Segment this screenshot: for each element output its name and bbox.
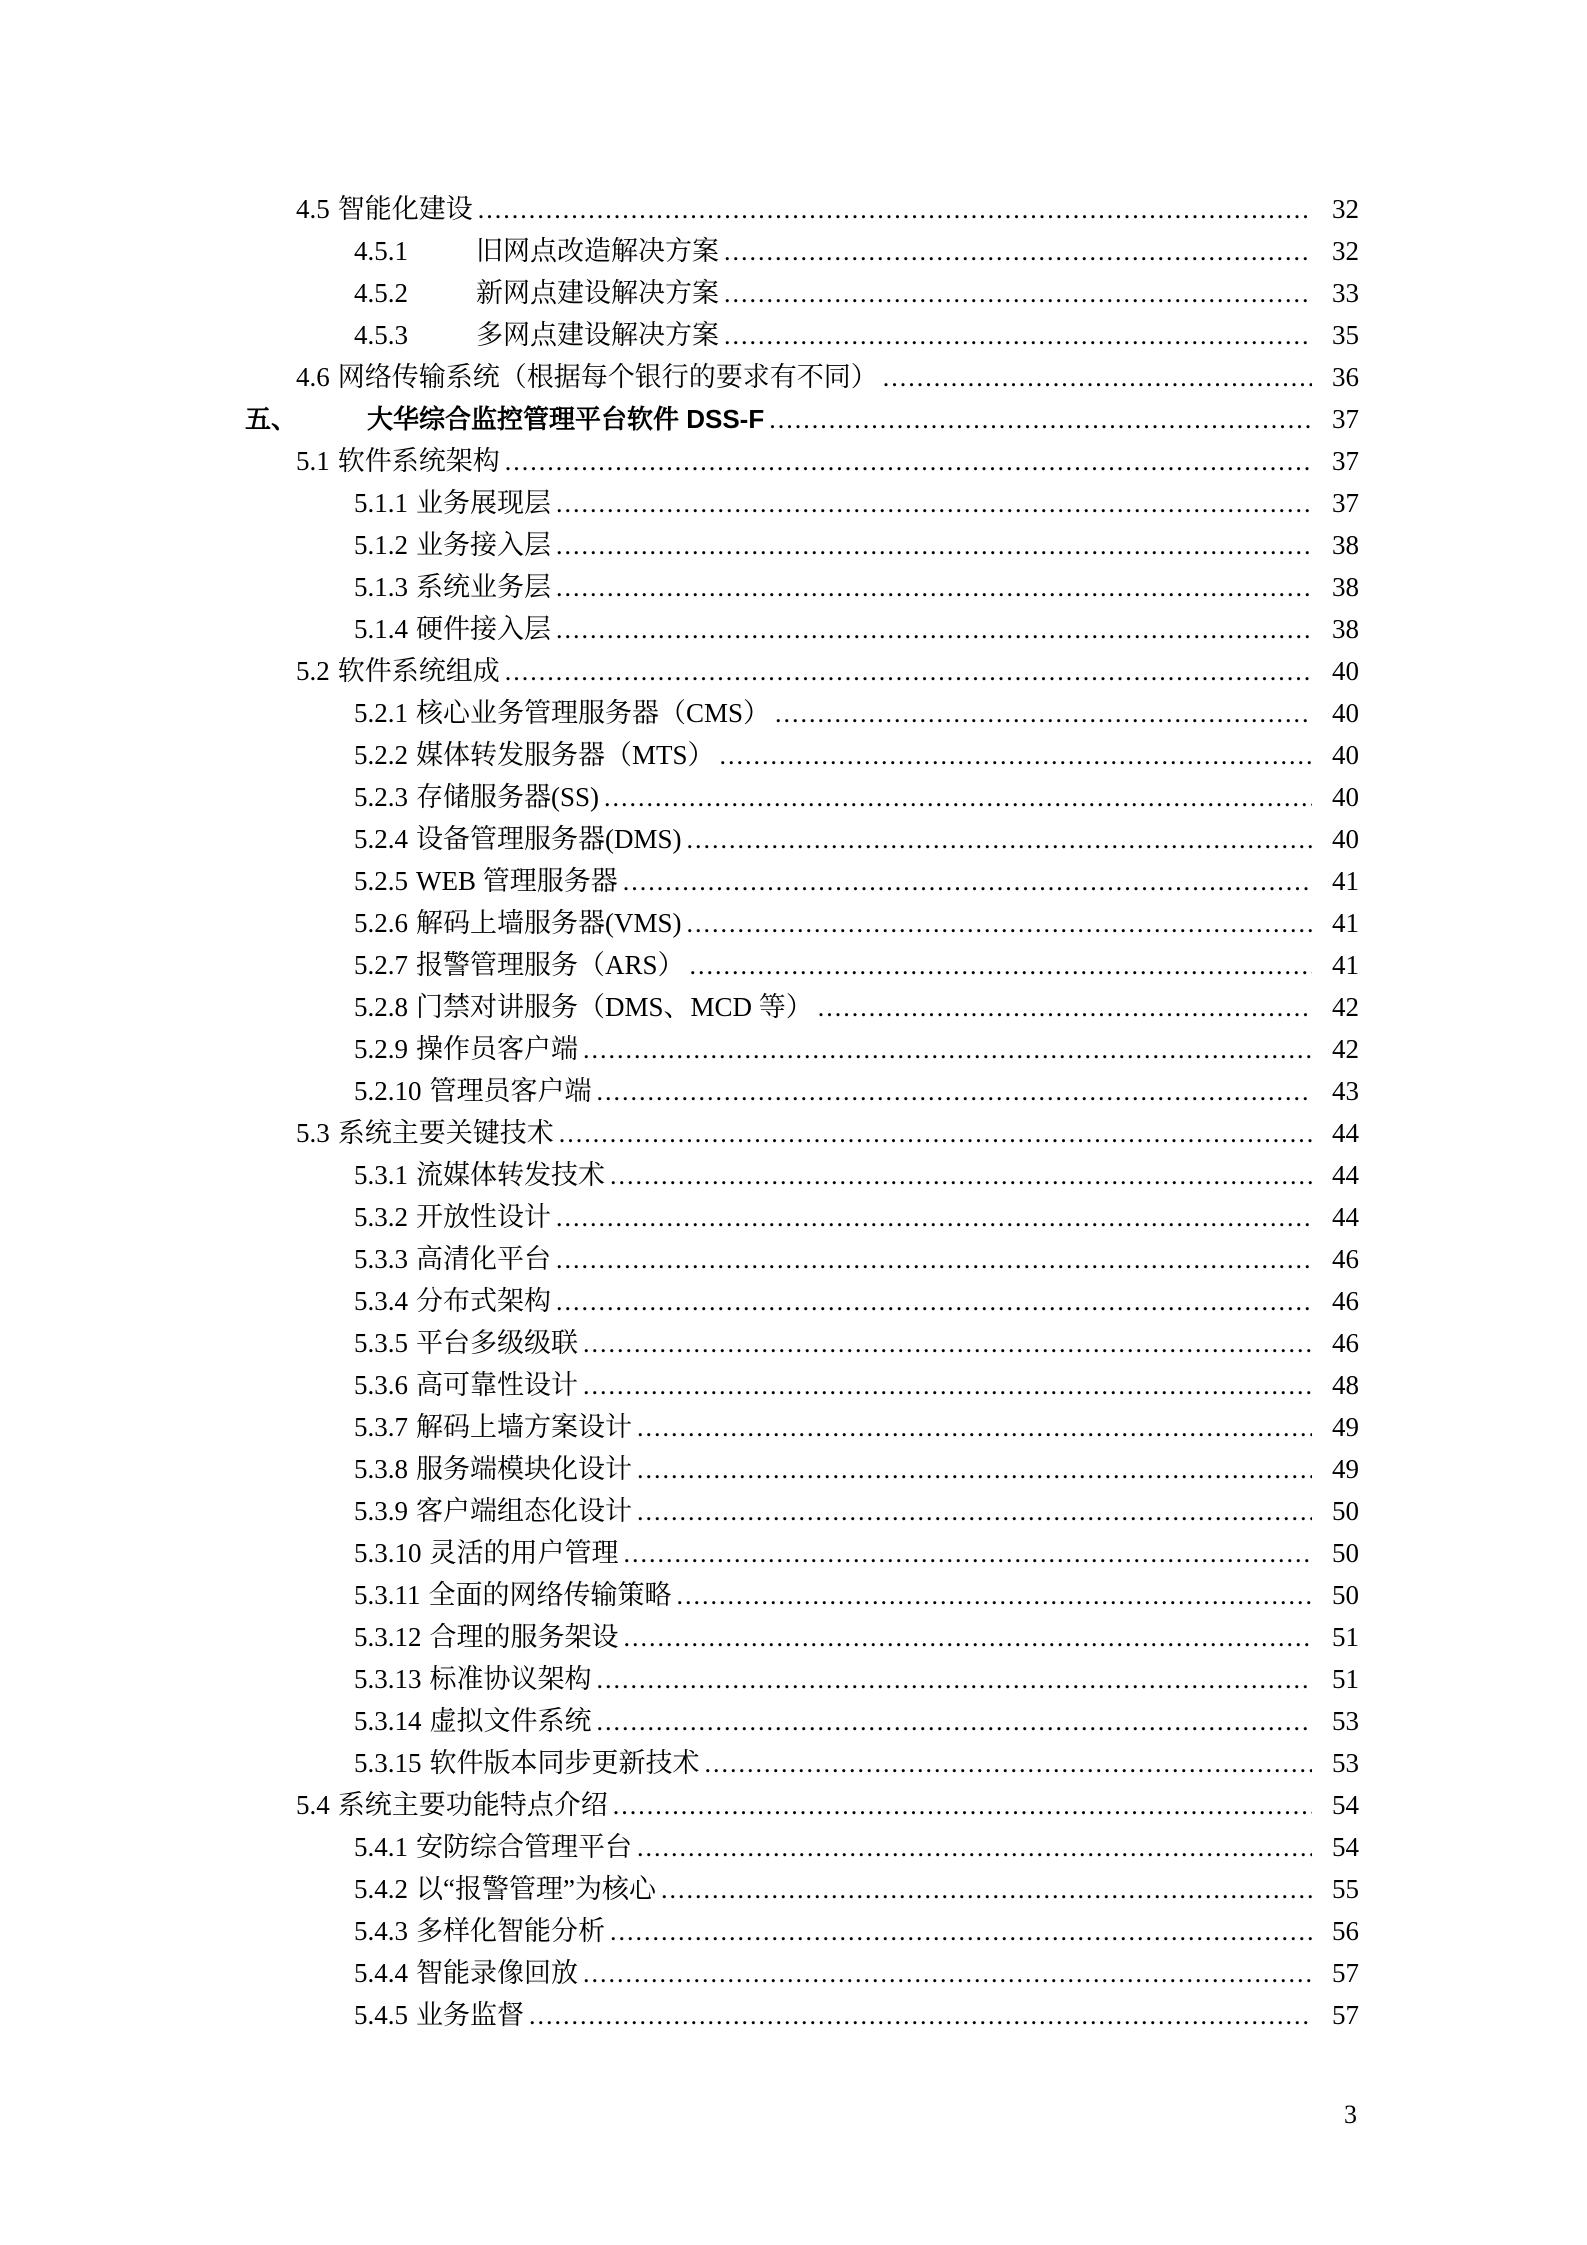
toc-entry-title: 虚拟文件系统 — [429, 1706, 592, 1736]
toc-entry-title: 合理的服务架设 — [429, 1622, 619, 1652]
toc-entry-page-number: 37 — [1332, 404, 1359, 434]
toc-entry-page-number: 44 — [1332, 1160, 1359, 1190]
toc-entry — [245, 608, 1359, 650]
toc-entry-number: 5.3.15 — [354, 1748, 422, 1778]
toc-entry-number: 5.3.11 — [354, 1580, 421, 1610]
toc-entry-number: 5.1.1 — [354, 488, 408, 518]
toc-entry-title: 软件版本同步更新技术 — [429, 1748, 700, 1778]
toc-dot-leader — [597, 1658, 1313, 1701]
toc-entry — [245, 314, 1359, 356]
toc-entry-page-number: 51 — [1332, 1622, 1359, 1652]
table-of-contents — [245, 188, 1359, 2036]
toc-dot-leader — [677, 1574, 1313, 1617]
toc-dot-leader — [583, 1028, 1312, 1071]
toc-dot-leader — [624, 1616, 1313, 1659]
toc-entry — [245, 1952, 1359, 1994]
toc-entry-page-number: 40 — [1332, 656, 1359, 686]
toc-entry — [245, 356, 1359, 398]
toc-entry-page-number: 36 — [1332, 362, 1359, 392]
toc-entry — [245, 272, 1359, 314]
toc-entry-number: 五、 — [245, 404, 298, 434]
toc-entry-number: 5.3.4 — [354, 1286, 408, 1316]
toc-entry — [245, 650, 1359, 692]
toc-entry-page-number: 38 — [1332, 614, 1359, 644]
toc-dot-leader — [818, 986, 1312, 1029]
toc-entry-title: 系统主要功能特点介绍 — [337, 1790, 608, 1820]
toc-entry-title: 高清化平台 — [416, 1244, 551, 1274]
toc-entry — [245, 1658, 1359, 1700]
toc-entry-page-number: 42 — [1332, 992, 1359, 1022]
toc-entry — [245, 1994, 1359, 2036]
toc-entry-number: 5.2.10 — [354, 1076, 422, 1106]
toc-entry-page-number: 35 — [1332, 320, 1359, 350]
toc-dot-leader — [529, 1994, 1312, 2037]
toc-entry-page-number: 56 — [1332, 1916, 1359, 1946]
toc-entry-number: 5.4.2 — [354, 1874, 408, 1904]
toc-entry — [245, 1196, 1359, 1238]
toc-dot-leader — [556, 1280, 1312, 1323]
toc-entry-title: 业务接入层 — [416, 530, 551, 560]
toc-dot-leader — [604, 776, 1312, 819]
toc-dot-leader — [556, 1238, 1312, 1281]
toc-entry-page-number: 41 — [1332, 866, 1359, 896]
toc-entry-number: 5.3.14 — [354, 1706, 422, 1736]
toc-entry-page-number: 42 — [1332, 1034, 1359, 1064]
toc-entry-page-number: 37 — [1332, 446, 1359, 476]
toc-entry-number: 5.4.4 — [354, 1958, 408, 1988]
toc-entry-title: 操作员客户端 — [416, 1034, 578, 1064]
toc-entry — [245, 1742, 1359, 1784]
toc-entry-page-number: 55 — [1332, 1874, 1359, 1904]
toc-entry-title: 客户端组态化设计 — [416, 1496, 632, 1526]
toc-entry — [245, 1616, 1359, 1658]
toc-entry — [245, 860, 1359, 902]
toc-dot-leader — [637, 1490, 1312, 1533]
toc-entry — [245, 398, 1359, 440]
toc-dot-leader — [613, 1784, 1312, 1827]
toc-dot-leader — [637, 1826, 1312, 1869]
toc-entry — [245, 944, 1359, 986]
toc-dot-leader — [724, 314, 1312, 357]
toc-entry-page-number: 50 — [1332, 1580, 1359, 1610]
toc-entry — [245, 1448, 1359, 1490]
toc-entry-number: 4.5.2 — [354, 278, 408, 308]
toc-entry-number: 5.2.5 — [354, 866, 408, 896]
toc-dot-leader — [556, 608, 1312, 651]
toc-entry — [245, 1364, 1359, 1406]
toc-entry — [245, 1028, 1359, 1070]
toc-entry — [245, 1154, 1359, 1196]
toc-dot-leader — [724, 230, 1312, 273]
toc-entry-number: 4.5 — [296, 194, 330, 224]
toc-entry — [245, 692, 1359, 734]
toc-entry — [245, 902, 1359, 944]
toc-dot-leader — [597, 1700, 1313, 1743]
toc-entry-title: 网络传输系统（根据每个银行的要求有不同） — [337, 362, 878, 392]
toc-dot-leader — [505, 650, 1312, 693]
toc-entry-title: 业务展现层 — [416, 488, 551, 518]
toc-entry-page-number: 57 — [1332, 2000, 1359, 2030]
toc-entry-title: 多网点建设解决方案 — [476, 320, 719, 350]
toc-entry-title: 门禁对讲服务（DMS、MCD 等） — [416, 992, 813, 1022]
toc-entry — [245, 230, 1359, 272]
toc-entry-title: 软件系统架构 — [337, 446, 500, 476]
toc-entry-title: 管理员客户端 — [429, 1076, 592, 1106]
toc-entry-number: 5.2.4 — [354, 824, 408, 854]
toc-entry-number: 5.1 — [296, 446, 330, 476]
toc-dot-leader — [687, 902, 1312, 945]
toc-entry-page-number: 50 — [1332, 1538, 1359, 1568]
toc-entry — [245, 1280, 1359, 1322]
toc-entry-page-number: 43 — [1332, 1076, 1359, 1106]
toc-entry-title: 解码上墙方案设计 — [416, 1412, 632, 1442]
toc-entry-page-number: 54 — [1332, 1832, 1359, 1862]
toc-entry-number: 5.1.3 — [354, 572, 408, 602]
toc-dot-leader — [478, 188, 1312, 231]
toc-entry-page-number: 37 — [1332, 488, 1359, 518]
toc-dot-leader — [687, 818, 1312, 861]
toc-entry-title: 软件系统组成 — [337, 656, 500, 686]
toc-entry-page-number: 40 — [1332, 698, 1359, 728]
toc-entry-page-number: 51 — [1332, 1664, 1359, 1694]
toc-dot-leader — [583, 1322, 1312, 1365]
toc-entry-number: 5.3 — [296, 1118, 330, 1148]
toc-entry — [245, 776, 1359, 818]
toc-entry-number: 5.3.9 — [354, 1496, 408, 1526]
toc-entry-page-number: 32 — [1332, 194, 1359, 224]
toc-entry — [245, 482, 1359, 524]
toc-entry — [245, 1574, 1359, 1616]
toc-entry-title: 核心业务管理服务器（CMS） — [416, 698, 771, 728]
toc-dot-leader — [883, 356, 1312, 399]
toc-entry-page-number: 50 — [1332, 1496, 1359, 1526]
toc-entry-title: 智能录像回放 — [416, 1958, 578, 1988]
toc-entry-number: 5.2.1 — [354, 698, 408, 728]
toc-entry-title: 硬件接入层 — [416, 614, 551, 644]
toc-entry-title: WEB 管理服务器 — [416, 866, 618, 896]
toc-entry-number: 5.2.2 — [354, 740, 408, 770]
toc-dot-leader — [690, 944, 1312, 987]
toc-entry — [245, 1868, 1359, 1910]
toc-dot-leader — [705, 1742, 1313, 1785]
toc-entry-page-number: 38 — [1332, 530, 1359, 560]
toc-entry-number: 5.3.8 — [354, 1454, 408, 1484]
toc-entry-number: 5.3.6 — [354, 1370, 408, 1400]
toc-dot-leader — [623, 860, 1312, 903]
toc-entry-number: 5.4 — [296, 1790, 330, 1820]
toc-entry — [245, 1532, 1359, 1574]
toc-dot-leader — [724, 272, 1312, 315]
toc-entry — [245, 818, 1359, 860]
toc-entry-number: 5.1.2 — [354, 530, 408, 560]
toc-entry — [245, 1490, 1359, 1532]
toc-entry-page-number: 54 — [1332, 1790, 1359, 1820]
toc-entry — [245, 1070, 1359, 1112]
toc-dot-leader — [505, 440, 1312, 483]
toc-entry-page-number: 38 — [1332, 572, 1359, 602]
toc-entry-number: 5.4.1 — [354, 1832, 408, 1862]
toc-dot-leader — [556, 482, 1312, 525]
toc-dot-leader — [769, 398, 1312, 441]
toc-entry-page-number: 46 — [1332, 1244, 1359, 1274]
toc-entry — [245, 986, 1359, 1028]
toc-entry-number: 5.3.10 — [354, 1538, 422, 1568]
toc-entry-page-number: 40 — [1332, 740, 1359, 770]
toc-entry-page-number: 49 — [1332, 1412, 1359, 1442]
toc-entry-page-number: 32 — [1332, 236, 1359, 266]
toc-entry-title: 全面的网络传输策略 — [428, 1580, 672, 1610]
toc-entry — [245, 1826, 1359, 1868]
toc-entry-page-number: 33 — [1332, 278, 1359, 308]
toc-entry-number: 5.3.2 — [354, 1202, 408, 1232]
toc-entry — [245, 1406, 1359, 1448]
toc-entry — [245, 1784, 1359, 1826]
toc-entry — [245, 188, 1359, 230]
toc-entry — [245, 1700, 1359, 1742]
toc-dot-leader — [610, 1910, 1312, 1953]
toc-entry-title: 以“报警管理”为核心 — [416, 1874, 656, 1904]
toc-entry — [245, 1322, 1359, 1364]
toc-dot-leader — [637, 1448, 1312, 1491]
toc-entry-page-number: 57 — [1332, 1958, 1359, 1988]
toc-dot-leader — [624, 1532, 1313, 1575]
toc-entry-number: 4.6 — [296, 362, 330, 392]
toc-entry-page-number: 44 — [1332, 1118, 1359, 1148]
toc-entry-page-number: 49 — [1332, 1454, 1359, 1484]
toc-entry — [245, 1910, 1359, 1952]
toc-entry-title: 系统主要关键技术 — [337, 1118, 554, 1148]
toc-entry-number: 5.1.4 — [354, 614, 408, 644]
toc-entry — [245, 1238, 1359, 1280]
toc-entry-number: 5.2.9 — [354, 1034, 408, 1064]
toc-entry-number: 5.3.1 — [354, 1160, 408, 1190]
toc-dot-leader — [610, 1154, 1312, 1197]
toc-entry — [245, 440, 1359, 482]
toc-entry — [245, 524, 1359, 566]
toc-entry-page-number: 53 — [1332, 1748, 1359, 1778]
toc-entry-title: 标准协议架构 — [429, 1664, 592, 1694]
toc-entry-title: 灵活的用户管理 — [429, 1538, 619, 1568]
toc-entry-page-number: 53 — [1332, 1706, 1359, 1736]
toc-entry-title: 系统业务层 — [416, 572, 551, 602]
toc-entry-page-number: 41 — [1332, 950, 1359, 980]
toc-entry-number: 5.3.3 — [354, 1244, 408, 1274]
toc-entry — [245, 1112, 1359, 1154]
toc-dot-leader — [556, 566, 1312, 609]
toc-dot-leader — [556, 1196, 1312, 1239]
toc-entry-title: 设备管理服务器(DMS) — [416, 824, 682, 854]
toc-dot-leader — [583, 1364, 1312, 1407]
toc-entry-title: 高可靠性设计 — [416, 1370, 578, 1400]
toc-dot-leader — [661, 1868, 1312, 1911]
footer-page-number: 3 — [1344, 2100, 1357, 2129]
toc-entry-number: 5.2.8 — [354, 992, 408, 1022]
toc-entry-number: 5.2.7 — [354, 950, 408, 980]
toc-entry-title: 解码上墙服务器(VMS) — [416, 908, 682, 938]
toc-entry-page-number: 41 — [1332, 908, 1359, 938]
toc-entry-number: 5.2.6 — [354, 908, 408, 938]
toc-entry-page-number: 48 — [1332, 1370, 1359, 1400]
toc-entry-number: 5.3.13 — [354, 1664, 422, 1694]
toc-entry-page-number: 46 — [1332, 1328, 1359, 1358]
toc-dot-leader — [556, 524, 1312, 567]
toc-entry-number: 4.5.3 — [354, 320, 408, 350]
toc-entry-title: 存储服务器(SS) — [416, 782, 600, 812]
toc-entry-title: 旧网点改造解决方案 — [476, 236, 719, 266]
toc-entry-title: 业务监督 — [416, 2000, 524, 2030]
toc-entry-title: 新网点建设解决方案 — [476, 278, 719, 308]
toc-entry-number: 5.2 — [296, 656, 330, 686]
toc-dot-leader — [597, 1070, 1313, 1113]
toc-entry-number: 5.4.3 — [354, 1916, 408, 1946]
toc-dot-leader — [720, 734, 1312, 777]
toc-entry-title: 媒体转发服务器（MTS） — [416, 740, 715, 770]
toc-entry-title: 分布式架构 — [416, 1286, 551, 1316]
toc-dot-leader — [559, 1112, 1312, 1155]
toc-entry — [245, 566, 1359, 608]
toc-entry-title: 安防综合管理平台 — [416, 1832, 632, 1862]
toc-entry — [245, 734, 1359, 776]
toc-entry-title: 流媒体转发技术 — [416, 1160, 605, 1190]
toc-entry-title: 报警管理服务（ARS） — [416, 950, 685, 980]
toc-entry-page-number: 40 — [1332, 824, 1359, 854]
toc-entry-title: 开放性设计 — [416, 1202, 551, 1232]
toc-entry-title: 大华综合监控管理平台软件 DSS-F — [367, 404, 765, 434]
toc-entry-title: 智能化建设 — [337, 194, 473, 224]
toc-entry-number: 5.4.5 — [354, 2000, 408, 2030]
toc-entry-title: 平台多级级联 — [416, 1328, 578, 1358]
toc-entry-number: 5.3.12 — [354, 1622, 422, 1652]
toc-entry-title: 多样化智能分析 — [416, 1916, 605, 1946]
toc-dot-leader — [583, 1952, 1312, 1995]
toc-entry-number: 4.5.1 — [354, 236, 408, 266]
toc-entry-page-number: 40 — [1332, 782, 1359, 812]
toc-entry-page-number: 44 — [1332, 1202, 1359, 1232]
toc-dot-leader — [775, 692, 1312, 735]
toc-entry-page-number: 46 — [1332, 1286, 1359, 1316]
toc-entry-number: 5.2.3 — [354, 782, 408, 812]
toc-entry-number: 5.3.7 — [354, 1412, 408, 1442]
toc-entry-title: 服务端模块化设计 — [416, 1454, 632, 1484]
toc-dot-leader — [637, 1406, 1312, 1449]
toc-entry-number: 5.3.5 — [354, 1328, 408, 1358]
